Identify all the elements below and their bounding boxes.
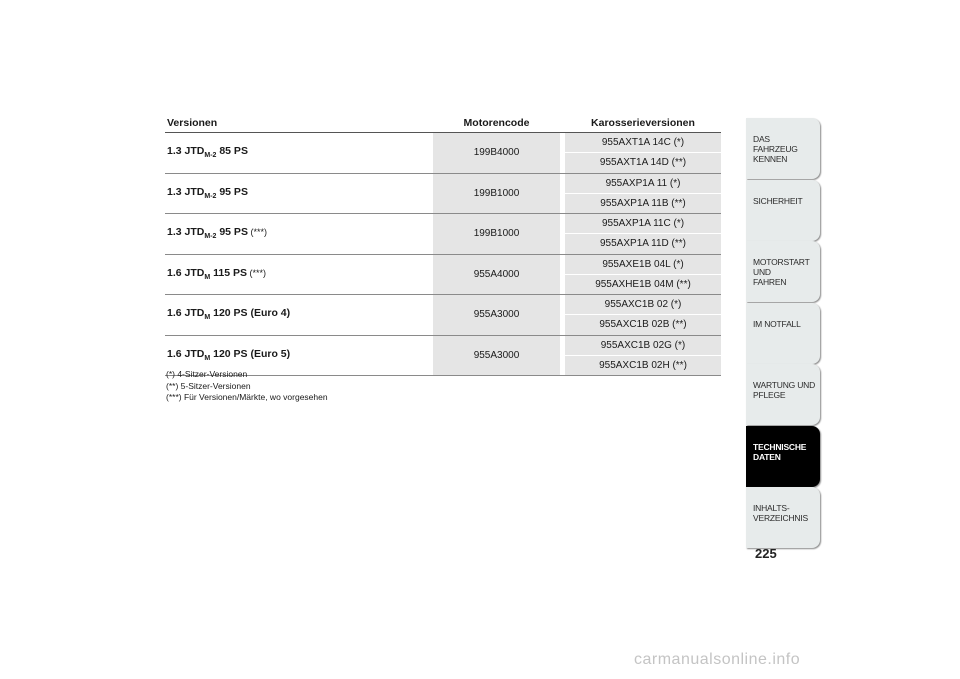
motor-code-cell: 199B1000 — [433, 174, 560, 214]
version-cell — [167, 186, 248, 200]
chapter-tab[interactable] — [746, 241, 820, 302]
chapter-tab-label: MOTORSTART UND — [753, 257, 810, 277]
version-name: 1.3 JTD — [167, 226, 205, 238]
page-number: 225 — [755, 546, 777, 561]
table-row — [165, 174, 721, 215]
body-version-cell — [565, 255, 721, 295]
version-cell — [167, 267, 266, 281]
chapter-tab-label: TECHNISCHE — [753, 441, 807, 452]
body-version-cell — [565, 336, 721, 376]
chapter-tab[interactable] — [746, 426, 820, 487]
chapter-tabs — [746, 118, 820, 549]
chapter-tab-label: SICHERHEIT — [753, 195, 803, 206]
body-version-cell — [565, 174, 721, 214]
table-row — [165, 295, 721, 336]
version-power: 120 PS (Euro 5) — [210, 347, 291, 360]
version-cell — [167, 145, 248, 159]
version-cell — [167, 348, 290, 362]
version-subscript: M-2 — [204, 233, 217, 240]
chapter-tab-label: FAHREN — [753, 277, 787, 287]
body-version: 955AXHE1B 04M (**) — [565, 274, 721, 294]
footnote: (**) 5-Sitzer-Versionen — [166, 380, 251, 391]
engine-version-table — [165, 116, 721, 376]
motor-code-cell: 955A3000 — [433, 295, 560, 335]
chapter-tab-label: KENNEN — [753, 154, 788, 164]
footnotes — [166, 369, 328, 404]
footnote: (*) 4-Sitzer-Versionen — [166, 369, 248, 379]
table-row — [165, 214, 721, 255]
version-name: 1.6 JTD — [167, 266, 205, 279]
version-name: 1.6 JTD — [167, 307, 205, 319]
version-note: (***) — [247, 227, 267, 237]
body-version: 955AXT1A 14C (*) — [565, 133, 721, 152]
version-name: 1.3 JTD — [167, 145, 205, 157]
version-subscript: M-2 — [204, 192, 217, 200]
header-motorencode: Motorencode — [463, 117, 530, 129]
body-version: 955AXC1B 02 (*) — [565, 295, 721, 314]
chapter-tab-label: VERZEICHNIS — [753, 513, 808, 523]
chapter-tab[interactable] — [746, 180, 820, 241]
version-power: 95 PS — [216, 185, 248, 198]
version-cell — [167, 226, 267, 240]
body-version: 955AXE1B 04L (*) — [565, 255, 721, 274]
body-version: 955AXT1A 14D (**) — [565, 152, 721, 172]
body-version: 955AXC1B 02B (**) — [565, 314, 721, 334]
table-row — [165, 255, 721, 296]
chapter-tab[interactable] — [746, 364, 820, 425]
chapter-tab-label: WARTUNG UND — [753, 380, 816, 390]
chapter-tab-label: INHALTS- — [753, 503, 790, 513]
watermark: carmanualsonline.info — [634, 651, 801, 668]
chapter-tab-label: DATEN — [753, 451, 781, 462]
body-version: 955AXC1B 02G (*) — [565, 336, 721, 355]
chapter-tab[interactable] — [746, 303, 820, 364]
header-versionen: Versionen — [167, 117, 218, 129]
version-power: 95 PS — [216, 226, 248, 238]
version-subscript: M — [204, 314, 211, 321]
table-header — [165, 116, 721, 133]
table-body — [165, 133, 721, 376]
body-version: 955AXC1B 02H (**) — [565, 355, 721, 375]
body-version-cell — [565, 133, 721, 173]
body-version-cell — [565, 214, 721, 254]
body-version: 955AXP1A 11D (**) — [565, 233, 721, 253]
body-version-cell — [565, 295, 721, 335]
version-power: 85 PS — [216, 145, 248, 157]
body-version: 955AXP1A 11B (**) — [565, 193, 721, 213]
version-name: 1.3 JTD — [167, 185, 205, 198]
chapter-tab-label: PFLEGE — [753, 390, 786, 400]
motor-code-cell: 955A3000 — [433, 336, 560, 376]
header-karosserieversionen: Karosserieversionen — [591, 117, 695, 129]
chapter-tab[interactable] — [746, 487, 820, 548]
chapter-tab[interactable] — [746, 118, 820, 179]
version-subscript: M — [204, 273, 211, 281]
version-power: 120 PS (Euro 4) — [210, 307, 291, 319]
version-subscript: M-2 — [204, 152, 217, 159]
table-row — [165, 133, 721, 174]
chapter-tab-label: IM NOTFALL — [753, 318, 801, 329]
version-power: 115 PS — [210, 266, 247, 279]
version-note: (***) — [246, 267, 266, 278]
version-subscript: M — [204, 354, 211, 362]
version-cell — [167, 307, 290, 321]
motor-code-cell: 199B1000 — [433, 214, 560, 254]
footnote: (***) Für Versionen/Märkte, wo vorgesehen — [166, 392, 328, 402]
chapter-tab-label: DAS FAHRZEUG — [753, 134, 798, 154]
body-version: 955AXP1A 11 (*) — [565, 174, 721, 193]
version-name: 1.6 JTD — [167, 347, 205, 360]
motor-code-cell: 955A4000 — [433, 255, 560, 295]
motor-code-cell: 199B4000 — [433, 133, 560, 173]
body-version: 955AXP1A 11C (*) — [565, 214, 721, 233]
